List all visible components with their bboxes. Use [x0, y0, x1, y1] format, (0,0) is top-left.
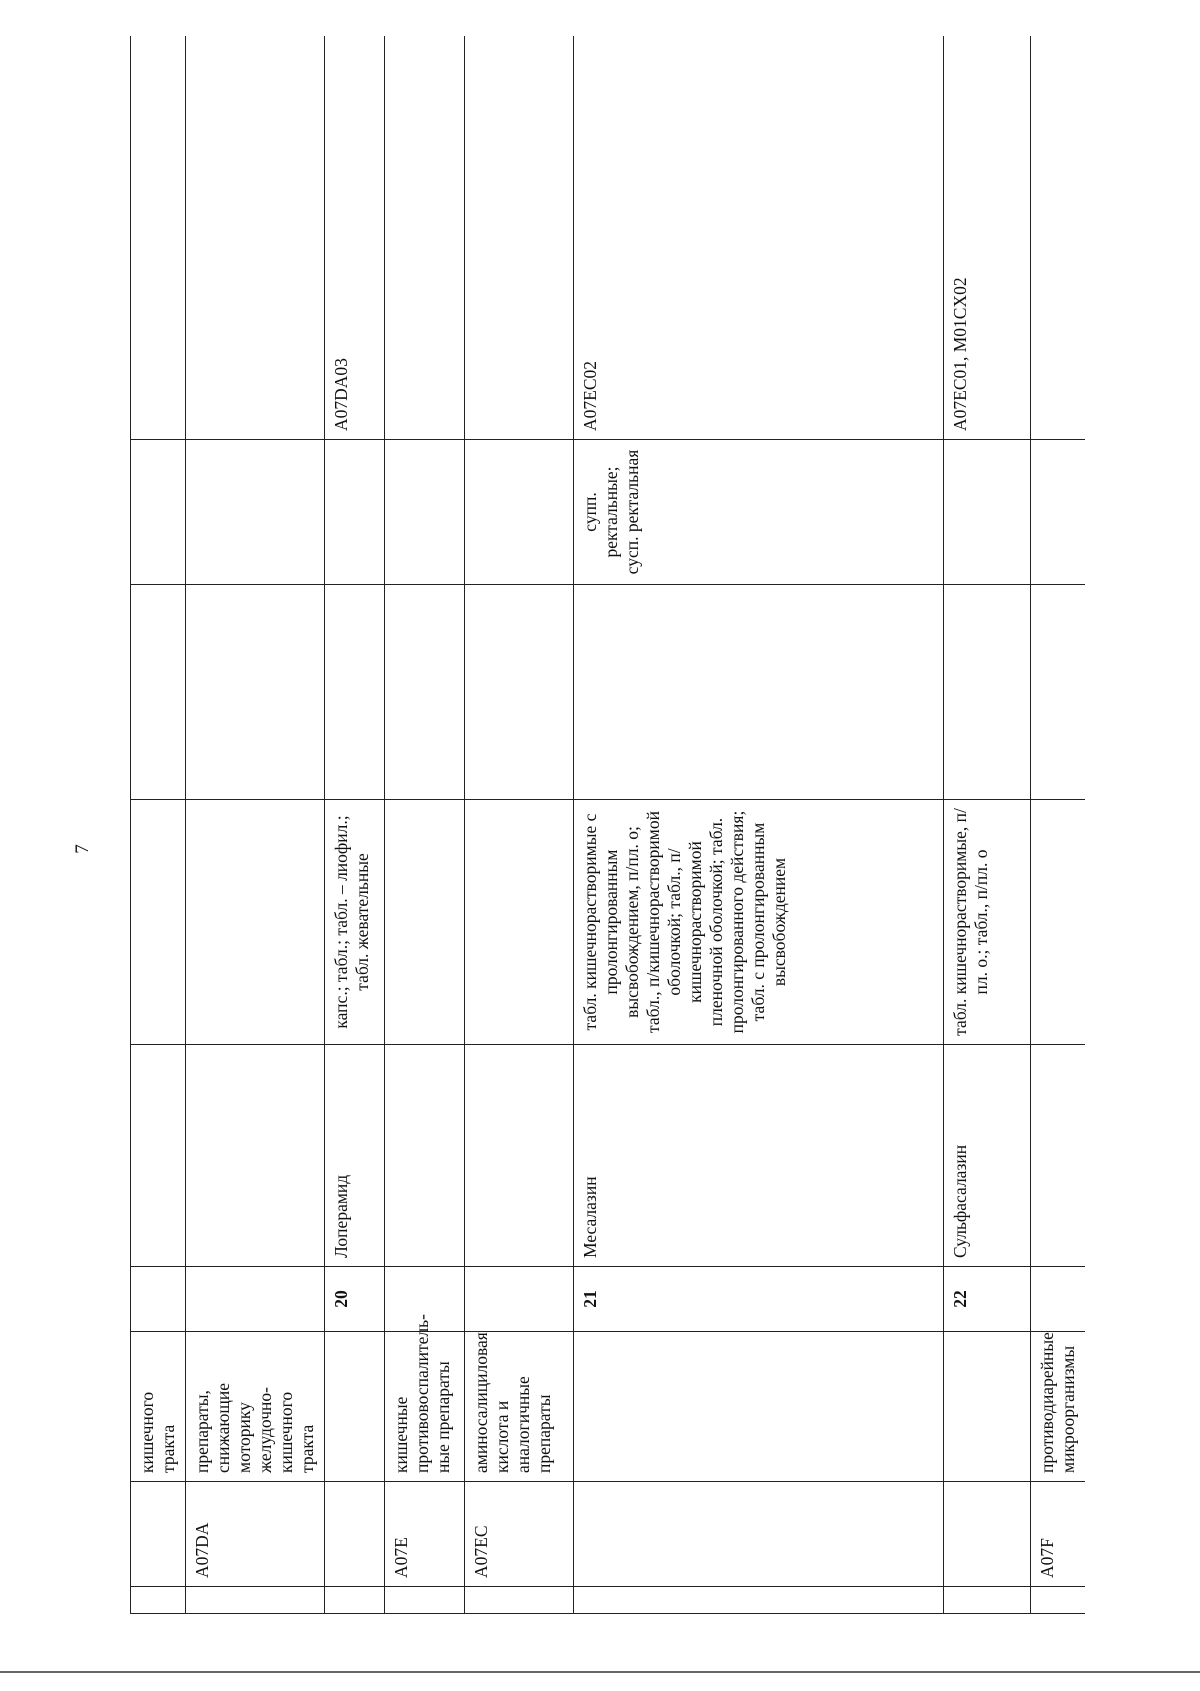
- dosage-forms-extra: [944, 585, 1031, 800]
- atc-group-code: [944, 1482, 1031, 1587]
- dosage-forms: [385, 800, 465, 1045]
- drug-number: [186, 1267, 325, 1332]
- atc-code: [465, 36, 574, 440]
- drug-name: Лоперамид: [325, 1045, 385, 1267]
- atc-code: [1031, 36, 1086, 440]
- table-row: [131, 36, 186, 1614]
- left-margin-cell: [574, 1587, 944, 1614]
- drug-number: 22: [944, 1267, 1031, 1332]
- drug-name: [186, 1045, 325, 1267]
- rotated-table: [130, 36, 1085, 1614]
- group-name: препараты, снижающие моторику желудочно-кишечного тракта: [186, 1332, 325, 1482]
- left-margin-cell: [1031, 1587, 1086, 1614]
- group-name: кишечного тракта: [131, 1332, 186, 1482]
- table-row: [1031, 36, 1086, 1614]
- dosage-forms: табл. кишечнорастворимые с пролонгированным высвобождением, п/пл. о; табл., п/кишечнорастворимой оболочкой; табл., п/кишечнорастворимой пленочной оболочкой; табл. пролонгированного действия; табл. с пролонгированным высвобождением: [574, 800, 944, 1045]
- group-name: [944, 1332, 1031, 1482]
- drug-list-table: [130, 36, 1085, 1614]
- table-row: [465, 36, 574, 1614]
- table-row: [186, 36, 325, 1614]
- drug-number: [1031, 1267, 1086, 1332]
- atc-group-code: A07EC: [465, 1482, 574, 1587]
- left-margin-cell: [186, 1587, 325, 1614]
- drug-number: 21: [574, 1267, 944, 1332]
- drug-name: Месалазин: [574, 1045, 944, 1267]
- drug-name: [1031, 1045, 1086, 1267]
- atc-code: A07EC02: [574, 36, 944, 440]
- dosage-forms: [1031, 800, 1086, 1045]
- group-name: противодиарейные микроорганизмы: [1031, 1332, 1086, 1482]
- drug-name: [465, 1045, 574, 1267]
- rectal-forms: [186, 440, 325, 585]
- rectal-forms: [131, 440, 186, 585]
- left-margin-cell: [325, 1587, 385, 1614]
- page-number: 7: [71, 844, 93, 854]
- drug-name: Сульфасалазин: [944, 1045, 1031, 1267]
- group-name: [574, 1332, 944, 1482]
- atc-group-code: [325, 1482, 385, 1587]
- dosage-forms-extra: [131, 585, 186, 800]
- dosage-forms-extra: [465, 585, 574, 800]
- dosage-forms: [131, 800, 186, 1045]
- atc-group-code: A07DA: [186, 1482, 325, 1587]
- rectal-forms: [325, 440, 385, 585]
- dosage-forms-extra: [1031, 585, 1086, 800]
- table-row: [574, 36, 944, 1614]
- dosage-forms: [465, 800, 574, 1045]
- table-row: [944, 36, 1031, 1614]
- atc-code: [186, 36, 325, 440]
- group-name: [325, 1332, 385, 1482]
- dosage-forms-extra: [385, 585, 465, 800]
- left-margin-cell: [385, 1587, 465, 1614]
- group-name: кишечные противовоспалитель-ные препараты: [385, 1332, 465, 1482]
- dosage-forms-extra: [325, 585, 385, 800]
- group-name: аминосалициловая кислота и аналогичные препараты: [465, 1332, 574, 1482]
- dosage-forms-extra: [186, 585, 325, 800]
- rectal-forms: [465, 440, 574, 585]
- dosage-forms: [186, 800, 325, 1045]
- dosage-forms-extra: [574, 585, 944, 800]
- atc-code: A07DA03: [325, 36, 385, 440]
- dosage-forms: капс.; табл.; табл. – лиофил.; табл. жевательные: [325, 800, 385, 1045]
- table-row: [385, 36, 465, 1614]
- left-margin-cell: [944, 1587, 1031, 1614]
- bottom-rule: [0, 1671, 1200, 1673]
- atc-code: [385, 36, 465, 440]
- drug-table-container: [130, 36, 1085, 1614]
- dosage-forms: табл. кишечнорастворимые, п/пл. о.; табл., п/пл. о: [944, 800, 1031, 1045]
- atc-code: [131, 36, 186, 440]
- rectal-forms: [944, 440, 1031, 585]
- drug-number: [465, 1267, 574, 1332]
- rectal-forms: супп. ректальные; сусп. ректальная: [574, 440, 944, 585]
- atc-group-code: [574, 1482, 944, 1587]
- atc-group-code: [131, 1482, 186, 1587]
- atc-group-code: A07E: [385, 1482, 465, 1587]
- drug-name: [385, 1045, 465, 1267]
- rectal-forms: [385, 440, 465, 585]
- left-margin-cell: [465, 1587, 574, 1614]
- atc-group-code: A07F: [1031, 1482, 1086, 1587]
- drug-number: [131, 1267, 186, 1332]
- drug-number: 20: [325, 1267, 385, 1332]
- left-margin-cell: [131, 1587, 186, 1614]
- rectal-forms: [1031, 440, 1086, 585]
- atc-code: A07EC01, M01CX02: [944, 36, 1031, 440]
- table-row: [325, 36, 385, 1614]
- drug-name: [131, 1045, 186, 1267]
